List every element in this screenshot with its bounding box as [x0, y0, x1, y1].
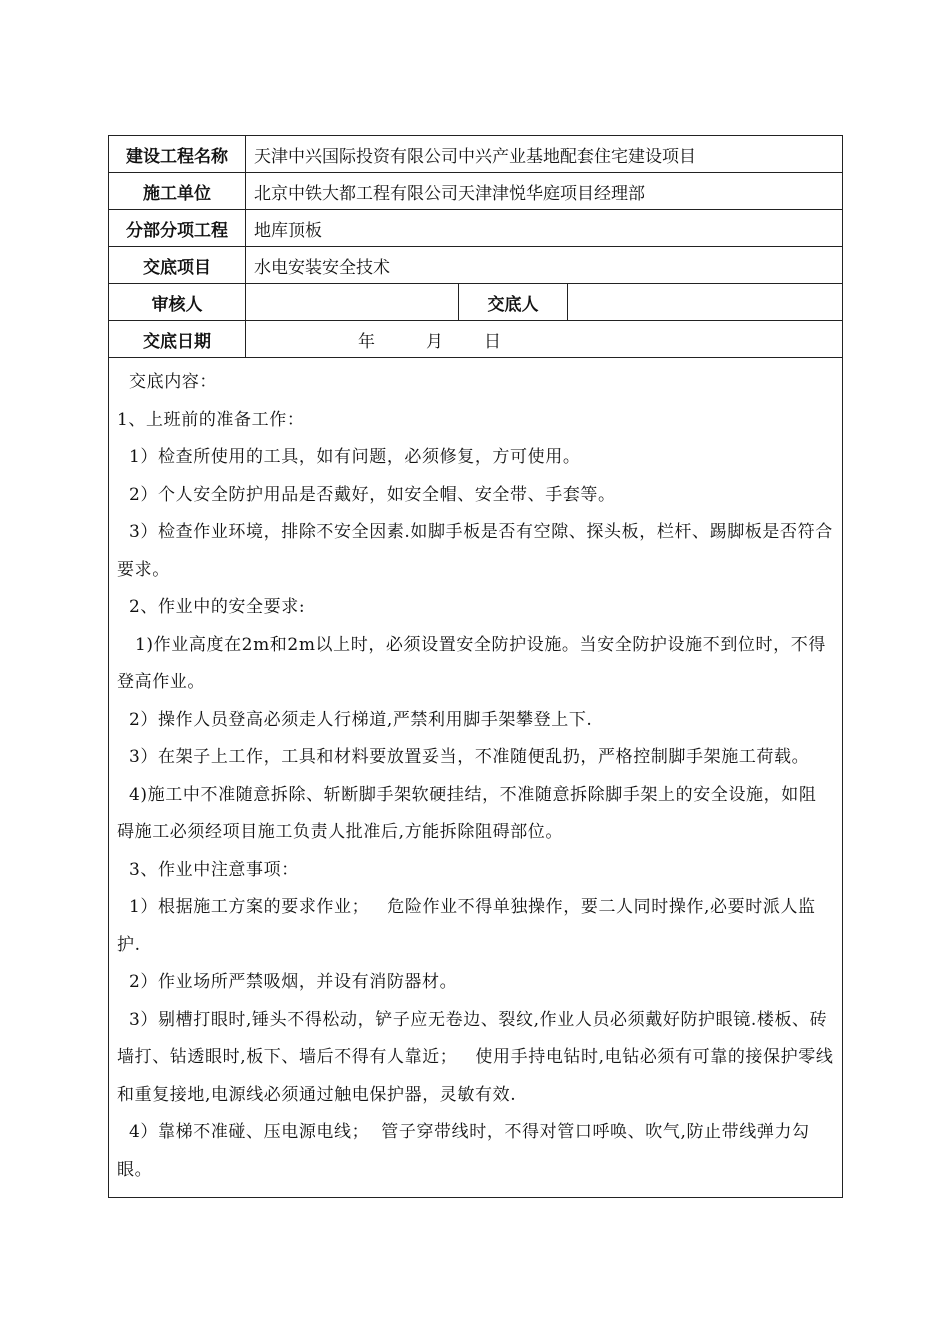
presenter-label: 交底人: [459, 284, 568, 321]
content-row: [109, 358, 843, 1198]
contractor-label: 施工单位: [109, 173, 246, 210]
content-line: 1、上班前的准备工作：: [117, 409, 305, 430]
content-line: 1）根据施工方案的要求作业； 危险作业不得单独操作，要二人同时操作,必要时派人监护.: [117, 897, 816, 955]
date-label: 交底日期: [109, 321, 246, 358]
reviewer-label: 审核人: [109, 284, 246, 321]
content-line: 1）检查所使用的工具，如有问题，必须修复，方可使用。: [117, 447, 581, 467]
project-name-row: [109, 136, 843, 173]
briefing-content: [109, 358, 843, 1198]
safety-briefing-form: [108, 135, 843, 1198]
content-line: 3）检查作业环境，排除不安全因素.如脚手板是否有空隙、探头板，栏杆、踢脚板是否符合要求。: [117, 522, 833, 580]
briefing-item-label: 交底项目: [109, 247, 246, 284]
content-line: 2）操作人员登高必须走人行梯道,严禁利用脚手架攀登上下.: [117, 709, 593, 730]
date-month: 月: [426, 331, 443, 352]
content-line: 2）个人安全防护用品是否戴好，如安全帽、安全带、手套等。: [117, 484, 616, 505]
date-day: 日: [484, 331, 501, 352]
content-line: 交底内容：: [117, 372, 218, 392]
subproject-row: [109, 210, 843, 247]
briefing-item-value: 水电安装安全技术: [246, 247, 843, 284]
date-year: 年: [358, 331, 375, 352]
briefing-item-row: [109, 247, 843, 284]
content-lines: [117, 364, 834, 1189]
content-line: 3、作业中注意事项：: [117, 859, 299, 880]
subproject-value: 地库顶板: [246, 210, 843, 247]
content-line: 2）作业场所严禁吸烟，并设有消防器材。: [117, 972, 458, 992]
date-row: [109, 321, 843, 358]
project-name-value: 天津中兴国际投资有限公司中兴产业基地配套住宅建设项目: [246, 136, 843, 173]
signature-row: [109, 284, 843, 321]
content-line: 1)作业高度在2m和2m以上时，必须设置安全防护设施。当安全防护设施不到位时，不得登高作业。: [117, 634, 826, 692]
content-line: 3）在架子上工作，工具和材料要放置妥当，不准随便乱扔，严格控制脚手架施工荷载。: [117, 747, 810, 767]
contractor-row: [109, 173, 843, 210]
content-line: 4)施工中不准随意拆除、斩断脚手架软硬挂结，不准随意拆除脚手架上的安全设施，如阻碍施工必须经项目施工负责人批准后,方能拆除阻碍部位。: [117, 784, 817, 842]
reviewer-value: [246, 284, 459, 321]
date-value: [246, 321, 843, 358]
presenter-value: [568, 284, 843, 321]
content-line: 3）剔槽打眼时,锤头不得松动，铲子应无卷边、裂纹,作业人员必须戴好防护眼镜.楼板、砖墙打、钻透眼时,板下、墙后不得有人靠近； 使用手持电钻时,电钻必须有可靠的接保护零线和重复接地,电源线必须通过触电保护器，灵敏有效.: [117, 1009, 834, 1105]
subproject-label: 分部分项工程: [109, 210, 246, 247]
content-line: 2、作业中的安全要求:: [117, 597, 306, 617]
content-line: 4）靠梯不准碰、压电源电线； 管子穿带线时，不得对管口呼唤、吹气,防止带线弹力勾眼。: [117, 1122, 810, 1180]
contractor-value: 北京中铁大都工程有限公司天津津悦华庭项目经理部: [246, 173, 843, 210]
project-name-label: 建设工程名称: [109, 136, 246, 173]
